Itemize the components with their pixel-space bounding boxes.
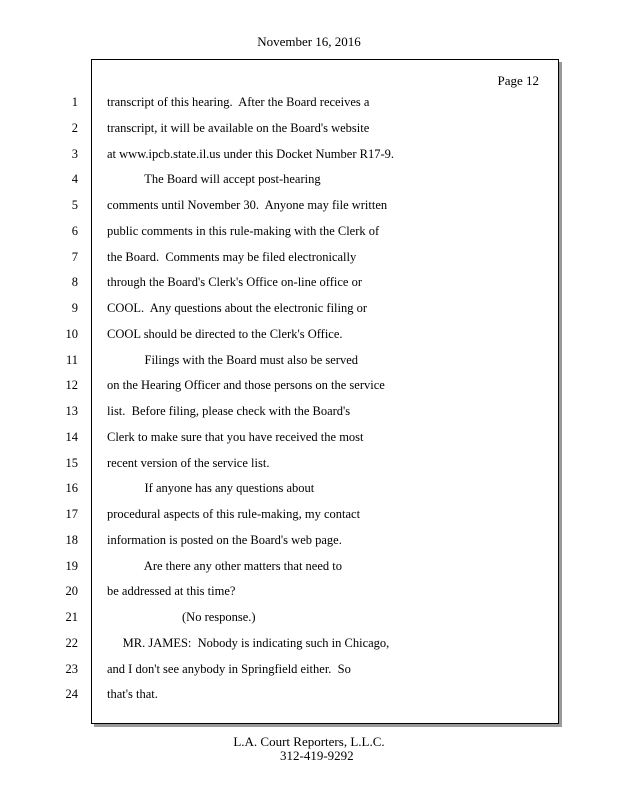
line-text: transcript, it will be available on the Board's website	[107, 121, 370, 135]
line-number: 10	[65, 327, 78, 341]
line-text: and I don't see anybody in Springfield either. So	[107, 662, 351, 676]
line-text: that's that.	[107, 687, 158, 701]
reporter-phone: 312-419-9292	[280, 748, 354, 763]
line-number: 12	[65, 378, 78, 392]
line-text: MR. JAMES: Nobody is indicating such in Chicago,	[107, 636, 390, 650]
line-number: 11	[65, 353, 78, 367]
line-number: 5	[71, 198, 78, 212]
line-text: The Board will accept post-hearing	[107, 172, 321, 186]
line-number: 21	[65, 610, 78, 624]
line-number: 16	[65, 481, 78, 495]
line-number: 23	[65, 662, 78, 676]
line-text: If anyone has any questions about	[107, 481, 315, 495]
line-number: 24	[65, 687, 78, 701]
line-number: 18	[65, 533, 78, 547]
line-number: 4	[71, 172, 78, 186]
line-number: 22	[65, 636, 78, 650]
line-text: recent version of the service list.	[107, 456, 270, 470]
line-number: 20	[65, 584, 78, 598]
reporter-company: L.A. Court Reporters, L.L.C.	[233, 734, 385, 749]
line-text: Filings with the Board must also be served	[107, 353, 359, 367]
line-number: 2	[71, 121, 78, 135]
line-text: procedural aspects of this rule-making, my contact	[107, 507, 361, 521]
line-number: 14	[65, 430, 78, 444]
line-text: list. Before filing, please check with the Board's	[107, 404, 351, 418]
line-number: 8	[71, 275, 78, 289]
transcript-date: November 16, 2016	[257, 34, 361, 49]
line-number: 19	[65, 559, 78, 573]
line-number: 3	[71, 147, 78, 161]
line-text: comments until November 30. Anyone may file written	[107, 198, 388, 212]
line-text: Clerk to make sure that you have received the most	[107, 430, 364, 444]
page-number: Page 12	[497, 73, 539, 88]
line-number: 6	[71, 224, 78, 238]
line-text: information is posted on the Board's web page.	[107, 533, 342, 547]
line-number: 9	[71, 301, 78, 315]
line-text: COOL. Any questions about the electronic filing or	[107, 301, 368, 315]
line-text: public comments in this rule-making with the Clerk of	[107, 224, 380, 238]
line-number: 17	[65, 507, 78, 521]
line-text: at www.ipcb.state.il.us under this Docket Number R17-9.	[107, 147, 394, 161]
line-text: the Board. Comments may be filed electronically	[107, 250, 357, 264]
line-text: on the Hearing Officer and those persons on the service	[107, 378, 385, 392]
line-text: through the Board's Clerk's Office on-line office or	[107, 275, 363, 289]
line-number: 7	[71, 250, 78, 264]
line-number: 1	[71, 95, 78, 109]
line-text: (No response.)	[107, 610, 256, 624]
line-text: be addressed at this time?	[107, 584, 236, 598]
line-text: transcript of this hearing. After the Board receives a	[107, 95, 370, 109]
line-text: COOL should be directed to the Clerk's Office.	[107, 327, 343, 341]
line-number: 15	[65, 456, 78, 470]
line-text: Are there any other matters that need to	[107, 559, 342, 573]
line-number: 13	[65, 404, 78, 418]
